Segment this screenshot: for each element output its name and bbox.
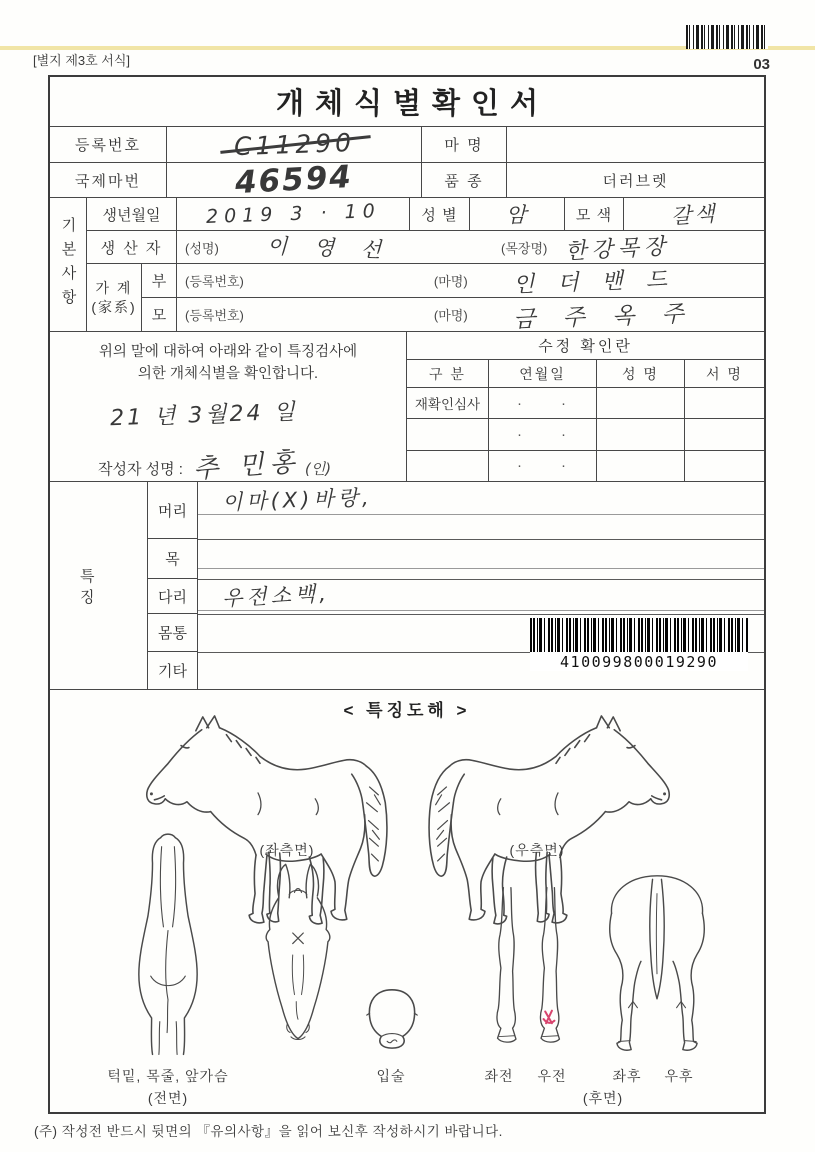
revision-row: 재확인심사 · · [407,388,764,419]
pedigree-rows [87,264,764,334]
sire-name-value: 인 더 밴 드 [512,267,676,298]
dam-name-label: (마명) [433,308,468,323]
birth-label: 생년월일 [87,198,177,230]
front-view-label: 턱밑, 목줄, 앞가슴 [107,1068,229,1084]
front-legs-diagram [485,880,577,1056]
reg-no-label: 등록번호 [50,127,167,162]
diagram-section [50,690,764,1110]
writer-signature: 추 민홍 [192,447,302,485]
dam-label: 모 [142,298,177,331]
basic-info-section [50,198,764,332]
breed-value: 더러브렛 [602,172,669,190]
dam-value-cell [177,298,764,334]
title-row [50,77,764,127]
sire-label: 부 [142,264,177,297]
revision-row: · · [407,451,764,481]
revision-table [407,332,764,481]
dam-regno-label: (등록번호) [185,308,244,323]
breeder-label: 생 산 자 [87,231,177,263]
confirmation-date: 21 년 3월24 일 [109,399,299,432]
form-reference: [별지 제3호 서식] [33,53,131,68]
page-title: 개체식별확인서 [275,88,550,120]
rear-view-diagram [599,858,715,1054]
footer-note: (주) 작성전 반드시 뒷면의 『유의사항』을 읽어 보신후 작성하시기 바랍니다. [34,1124,503,1139]
pedigree-label-cell: 가 계 (家系) [87,264,142,331]
farm-value: 한강목장 [564,233,672,265]
birth-row [87,198,764,231]
seal-mark: (인) [304,460,332,478]
red-marking-right-front [544,1011,555,1024]
sire-value-cell [177,264,764,297]
breeder-name-label: (성명) [185,240,219,256]
sex-label: 성 별 [410,198,470,230]
form-box [48,75,766,1114]
diagram-title: < 특징도해 > [343,701,471,720]
farm-label: (목장명) [501,240,548,256]
horse-name-value [507,127,764,162]
feature-legs-value: 우전소백, [221,581,331,611]
confirmation-section [50,332,764,485]
coat-label: 모 색 [565,198,624,230]
coat-value: 갈색 [669,201,719,229]
features-content [198,482,764,689]
feature-head-value: 이마(X)바랑, [221,485,374,515]
lips-label: 입술 [376,1068,406,1084]
front-right-leg-label: 우전 [537,1068,567,1084]
sire-name-label: (마명) [433,274,468,289]
confirmation-statement-box [50,332,407,485]
neck-chest-front-diagram [127,830,209,1062]
breeder-name-value: 이 영 선 [266,233,392,263]
breeder-row [87,231,764,264]
right-side-label: (우측면) [509,842,565,858]
dam-name-value: 금 주 옥 주 [512,300,694,334]
corner-barcode [686,25,768,49]
revision-row: · · [407,419,764,450]
face-front-diagram [254,862,342,1048]
sire-row [142,264,764,298]
breeder-value-cell [177,231,764,263]
rear-view-label: (후면) [582,1090,624,1106]
revision-header-row: 구 분 연월일 성 명 서 명 [407,360,764,388]
features-section-label: 특징 [50,482,148,689]
breed-label: 품 종 [422,163,507,197]
main-barcode-number: 410099800019290 [560,653,718,671]
sire-regno-label: (등록번호) [185,274,244,289]
rear-right-leg-label: 우후 [664,1068,694,1084]
intl-no-value: 46594 [167,163,422,197]
front-leg-left [497,888,516,1042]
lips-diagram [357,984,427,1052]
front-view-sublabel: (전면) [147,1090,189,1106]
birth-value: 2019 3 · 10 [177,198,410,230]
main-barcode-bars [530,618,748,652]
sex-value: 암 [470,198,565,230]
rear-left-leg-label: 좌후 [612,1068,642,1084]
writer-line [98,445,332,485]
left-side-label: (좌측면) [259,842,315,858]
page-number: 03 [753,56,770,73]
basic-info-section-label: 기본사항 [50,198,87,331]
horse-name-label: 마 명 [422,127,507,162]
features-section [50,482,764,690]
features-sublabels: 머리 목 다리 몸통 기타 [148,482,198,689]
dam-row [142,298,764,334]
confirmation-statement: 위의 말에 대하여 아래와 같이 특징검사에 의한 개체식별을 확인합니다. [98,344,358,383]
writer-label: 작성자 성명 : [98,461,183,478]
reg-no-value: C11290 [167,127,422,162]
revision-table-title: 수정 확인란 [407,332,764,360]
main-barcode [530,618,748,671]
reg-no-row [50,127,764,163]
intl-no-row [50,158,764,202]
front-left-leg-label: 좌전 [484,1068,514,1084]
intl-no-label: 국제마번 [50,163,167,197]
